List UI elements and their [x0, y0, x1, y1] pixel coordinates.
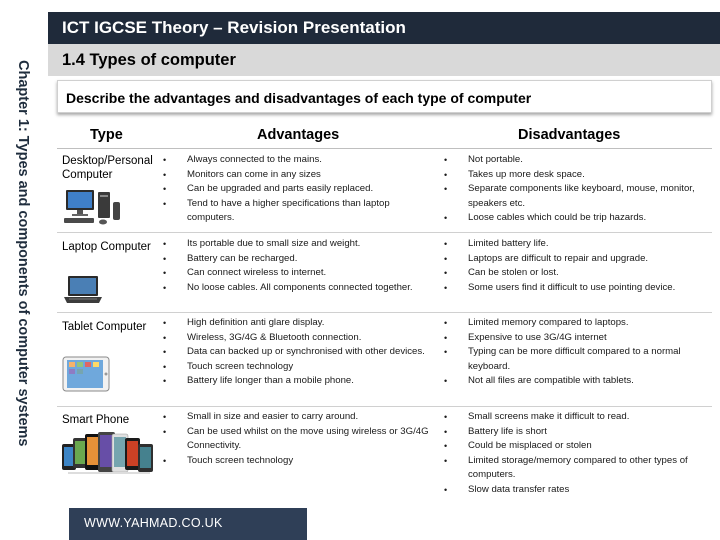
disadvantages-column-header: Disadvantages	[518, 127, 621, 143]
smartphone-disadvantages	[441, 410, 706, 497]
list-item: • Expensive to use 3G/4G internet	[441, 331, 706, 346]
instruction-text: Describe the advantages and disadvantages of each type of computer	[66, 90, 532, 106]
laptop-disadvantages	[441, 237, 706, 295]
list-item: • Battery life longer than a mobile phone.	[160, 374, 430, 389]
section-title: 1.4 Types of computer	[62, 51, 236, 69]
subtitle-band	[48, 44, 720, 76]
tablet-disadvantages	[441, 316, 706, 389]
list-item: • Separate components like keyboard, mouse, monitor, speakers etc.	[441, 182, 706, 211]
chapter-label: Chapter 1: Types and components of computer systems	[15, 60, 31, 447]
list-item: • Small in size and easier to carry around.	[160, 410, 430, 425]
list-item: • Monitors can come in any sizes	[160, 168, 430, 183]
smartphone-advantages	[160, 410, 430, 468]
list-item: • Battery life is short	[441, 425, 706, 440]
list-item: • Data can backed up or synchronised with other devices.	[160, 345, 430, 360]
list-item: • Touch screen technology	[160, 360, 430, 375]
row-type-desktop: Desktop/Personal Computer	[62, 155, 153, 181]
desktop-disadvantages	[441, 153, 706, 226]
laptop-advantages	[160, 237, 430, 295]
list-item: • Typing can be more difficult compared to a normal keyboard.	[441, 345, 706, 374]
list-item: • Could be misplaced or stolen	[441, 439, 706, 454]
list-item: • Takes up more desk space.	[441, 168, 706, 183]
list-item: • Touch screen technology	[160, 454, 430, 469]
advantages-column-header: Advantages	[257, 127, 340, 143]
tablet-icon	[62, 356, 110, 392]
row-divider	[57, 312, 712, 313]
list-item: • Always connected to the mains.	[160, 153, 430, 168]
row-divider	[57, 232, 712, 233]
list-item: • Loose cables which could be trip hazards.	[441, 211, 706, 226]
website-url: WWW.YAHMAD.CO.UK	[84, 516, 223, 530]
list-item: • No loose cables. All components connected together.	[160, 281, 430, 296]
smartphones-icon	[60, 430, 158, 496]
row-type-tablet: Tablet Computer	[62, 321, 147, 333]
list-item: • Can be stolen or lost.	[441, 266, 706, 281]
list-item: • Limited memory compared to laptops.	[441, 316, 706, 331]
list-item: • Can be used whilst on the move using wireless or 3G/4G Connectivity.	[160, 425, 430, 454]
laptop-icon	[63, 275, 103, 305]
list-item: • Tend to have a higher specifications than laptop computers.	[160, 197, 430, 226]
header-divider	[57, 148, 712, 149]
list-item: • Can connect wireless to internet.	[160, 266, 430, 281]
chapter-sidebar	[0, 0, 48, 540]
title-bar	[48, 12, 720, 44]
type-column-header: Type	[90, 127, 123, 143]
list-item: • Wireless, 3G/4G & Bluetooth connection.	[160, 331, 430, 346]
presentation-title: ICT IGCSE Theory – Revision Presentation	[62, 18, 406, 37]
list-item: • Can be upgraded and parts easily replaced.	[160, 182, 430, 197]
list-item: • Its portable due to small size and weight.	[160, 237, 430, 252]
row-type-laptop: Laptop Computer	[62, 241, 151, 253]
footer-banner	[69, 508, 307, 540]
list-item: • Not all files are compatible with tablets.	[441, 374, 706, 389]
list-item: • Laptops are difficult to repair and upgrade.	[441, 252, 706, 267]
list-item: • High definition anti glare display.	[160, 316, 430, 331]
instruction-box	[57, 80, 712, 113]
list-item: • Slow data transfer rates	[441, 483, 706, 498]
list-item: • Battery can be recharged.	[160, 252, 430, 267]
desktop-computer-icon	[62, 188, 124, 226]
desktop-advantages	[160, 153, 430, 226]
list-item: • Not portable.	[441, 153, 706, 168]
row-divider	[57, 406, 712, 407]
tablet-advantages	[160, 316, 430, 389]
row-type-smartphone: Smart Phone	[62, 414, 130, 426]
list-item: • Small screens make it difficult to read.	[441, 410, 706, 425]
list-item: • Limited battery life.	[441, 237, 706, 252]
list-item: • Some users find it difficult to use pointing device.	[441, 281, 706, 296]
list-item: • Limited storage/memory compared to other types of computers.	[441, 454, 706, 483]
